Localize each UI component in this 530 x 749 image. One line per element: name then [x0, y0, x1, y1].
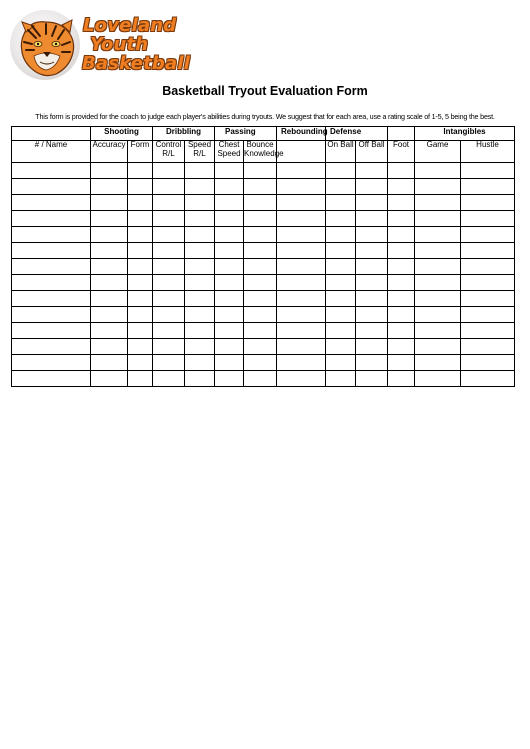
rating-cell[interactable]	[277, 227, 326, 243]
rating-cell[interactable]	[153, 355, 185, 371]
rating-cell[interactable]	[128, 307, 153, 323]
rating-cell[interactable]	[185, 227, 215, 243]
rating-cell[interactable]	[91, 339, 128, 355]
player-row	[12, 291, 515, 307]
category-defense: Defense	[326, 127, 388, 141]
column-on-ball: On Ball	[326, 141, 356, 163]
rating-cell[interactable]	[356, 323, 388, 339]
rating-cell[interactable]	[91, 275, 128, 291]
rating-cell[interactable]	[356, 163, 388, 179]
rating-cell[interactable]	[277, 307, 326, 323]
rating-cell[interactable]	[215, 291, 244, 307]
player-row	[12, 195, 515, 211]
rating-cell[interactable]	[215, 259, 244, 275]
rating-cell[interactable]	[415, 291, 461, 307]
rating-cell[interactable]	[277, 355, 326, 371]
player-rows	[12, 163, 515, 387]
column-game: Game	[415, 141, 461, 163]
rating-cell[interactable]	[153, 211, 185, 227]
rating-cell[interactable]	[153, 339, 185, 355]
player-row	[12, 371, 515, 387]
rating-cell[interactable]	[326, 243, 356, 259]
rating-cell[interactable]	[12, 339, 91, 355]
rating-cell[interactable]	[326, 275, 356, 291]
rating-cell[interactable]	[153, 227, 185, 243]
player-row	[12, 275, 515, 291]
rating-cell[interactable]	[128, 211, 153, 227]
category-blank	[12, 127, 91, 141]
rating-cell[interactable]	[461, 275, 515, 291]
rating-cell[interactable]	[128, 275, 153, 291]
rating-cell[interactable]	[244, 195, 277, 211]
rating-cell[interactable]	[185, 163, 215, 179]
rating-cell[interactable]	[277, 163, 326, 179]
rating-cell[interactable]	[244, 227, 277, 243]
rating-cell[interactable]	[388, 211, 415, 227]
rating-cell[interactable]	[215, 243, 244, 259]
category-defense-spacer	[388, 127, 415, 141]
player-row	[12, 163, 515, 179]
rating-cell[interactable]	[91, 243, 128, 259]
rating-cell[interactable]	[415, 371, 461, 387]
rating-cell[interactable]	[326, 227, 356, 243]
rating-cell[interactable]	[244, 307, 277, 323]
rating-cell[interactable]	[91, 355, 128, 371]
category-intangibles: Intangibles	[415, 127, 515, 141]
column-hustle: Hustle	[461, 141, 515, 163]
rating-cell[interactable]	[244, 323, 277, 339]
rating-cell[interactable]	[277, 323, 326, 339]
rating-cell[interactable]	[12, 259, 91, 275]
rating-cell[interactable]	[461, 291, 515, 307]
logo-text-line-2: Youth	[90, 34, 149, 55]
rating-cell[interactable]	[91, 179, 128, 195]
rating-cell[interactable]	[91, 195, 128, 211]
rating-cell[interactable]	[215, 339, 244, 355]
rating-cell[interactable]	[277, 243, 326, 259]
rating-cell[interactable]	[326, 211, 356, 227]
rating-cell[interactable]	[326, 307, 356, 323]
rating-cell[interactable]	[215, 371, 244, 387]
rating-cell[interactable]	[461, 195, 515, 211]
rating-cell[interactable]	[153, 243, 185, 259]
player-row	[12, 355, 515, 371]
logo-text-line-3: Basketball	[82, 53, 191, 74]
rating-cell[interactable]	[415, 227, 461, 243]
league-logo	[10, 10, 200, 85]
rating-cell[interactable]	[277, 291, 326, 307]
rating-cell[interactable]	[415, 355, 461, 371]
rating-cell[interactable]	[388, 339, 415, 355]
rating-cell[interactable]	[326, 371, 356, 387]
rating-cell[interactable]	[388, 259, 415, 275]
rating-cell[interactable]	[388, 307, 415, 323]
rating-cell[interactable]	[461, 211, 515, 227]
rating-cell[interactable]	[128, 227, 153, 243]
rating-cell[interactable]	[326, 291, 356, 307]
rating-cell[interactable]	[128, 355, 153, 371]
rating-cell[interactable]	[461, 227, 515, 243]
rating-cell[interactable]	[277, 275, 326, 291]
rating-cell[interactable]	[185, 355, 215, 371]
rating-cell[interactable]	[153, 259, 185, 275]
rating-cell[interactable]	[244, 259, 277, 275]
rating-cell[interactable]	[12, 243, 91, 259]
category-shooting: Shooting	[91, 127, 153, 141]
rating-cell[interactable]	[12, 195, 91, 211]
rating-cell[interactable]	[326, 195, 356, 211]
rating-cell[interactable]	[12, 179, 91, 195]
category-dribbling: Dribbling	[153, 127, 215, 141]
rating-cell[interactable]	[388, 179, 415, 195]
rating-cell[interactable]	[91, 227, 128, 243]
column-control: Control R/L	[153, 141, 185, 163]
rating-cell[interactable]	[215, 355, 244, 371]
rating-cell[interactable]	[415, 211, 461, 227]
rating-cell[interactable]	[244, 163, 277, 179]
rating-cell[interactable]	[244, 291, 277, 307]
rating-cell[interactable]	[91, 307, 128, 323]
rating-cell[interactable]	[185, 339, 215, 355]
rating-cell[interactable]	[415, 195, 461, 211]
rating-cell[interactable]	[461, 163, 515, 179]
rating-cell[interactable]	[153, 195, 185, 211]
rating-cell[interactable]	[12, 323, 91, 339]
rating-cell[interactable]	[215, 195, 244, 211]
rating-cell[interactable]	[12, 227, 91, 243]
rating-cell[interactable]	[415, 259, 461, 275]
rating-cell[interactable]	[356, 259, 388, 275]
rating-cell[interactable]	[91, 211, 128, 227]
tiger-head-icon	[12, 12, 82, 82]
rating-cell[interactable]	[153, 307, 185, 323]
rating-cell[interactable]	[388, 163, 415, 179]
rating-cell[interactable]	[326, 259, 356, 275]
rating-cell[interactable]	[388, 243, 415, 259]
rating-cell[interactable]	[91, 323, 128, 339]
form-title: Basketball Tryout Evaluation Form	[162, 84, 368, 98]
rating-cell[interactable]	[153, 291, 185, 307]
player-row	[12, 259, 515, 275]
rating-cell[interactable]	[12, 275, 91, 291]
rating-cell[interactable]	[185, 275, 215, 291]
rating-cell[interactable]	[91, 259, 128, 275]
rating-cell[interactable]	[12, 291, 91, 307]
rating-cell[interactable]	[461, 371, 515, 387]
rating-cell[interactable]	[388, 291, 415, 307]
player-row	[12, 179, 515, 195]
rating-cell[interactable]	[326, 163, 356, 179]
player-row	[12, 339, 515, 355]
rating-cell[interactable]	[461, 179, 515, 195]
rating-cell[interactable]	[12, 355, 91, 371]
rating-cell[interactable]	[356, 179, 388, 195]
rating-cell[interactable]	[388, 227, 415, 243]
rating-cell[interactable]	[461, 259, 515, 275]
rating-cell[interactable]	[277, 179, 326, 195]
rating-cell[interactable]	[185, 371, 215, 387]
rating-cell[interactable]	[153, 323, 185, 339]
rating-cell[interactable]	[356, 195, 388, 211]
rating-cell[interactable]	[128, 179, 153, 195]
rating-cell[interactable]	[326, 339, 356, 355]
rating-cell[interactable]	[356, 227, 388, 243]
rating-cell[interactable]	[244, 339, 277, 355]
rating-cell[interactable]	[461, 339, 515, 355]
rating-cell[interactable]	[244, 243, 277, 259]
rating-cell[interactable]	[12, 163, 91, 179]
rating-cell[interactable]	[461, 323, 515, 339]
rating-cell[interactable]	[415, 323, 461, 339]
rating-cell[interactable]	[215, 275, 244, 291]
rating-cell[interactable]	[153, 163, 185, 179]
rating-cell[interactable]	[388, 195, 415, 211]
rating-cell[interactable]	[388, 355, 415, 371]
rating-cell[interactable]	[244, 211, 277, 227]
rating-cell[interactable]	[244, 275, 277, 291]
rating-cell[interactable]	[185, 307, 215, 323]
rating-cell[interactable]	[356, 243, 388, 259]
column-form: Form	[128, 141, 153, 163]
rating-cell[interactable]	[415, 243, 461, 259]
rating-cell[interactable]	[91, 163, 128, 179]
column-chest: Chest Speed	[215, 141, 244, 163]
rating-cell[interactable]	[415, 339, 461, 355]
player-row	[12, 323, 515, 339]
form-instructions: This form is provided for the coach to judge each player's abilities during tryouts. We suggest that for each area, use a rating scale of 1-5, 5 being the best.	[35, 112, 495, 121]
rating-cell[interactable]	[356, 355, 388, 371]
rating-cell[interactable]	[277, 259, 326, 275]
rating-cell[interactable]	[461, 307, 515, 323]
rating-cell[interactable]	[415, 275, 461, 291]
rating-cell[interactable]	[128, 291, 153, 307]
rating-cell[interactable]	[185, 291, 215, 307]
rating-cell[interactable]	[128, 259, 153, 275]
rating-cell[interactable]	[277, 195, 326, 211]
rating-cell[interactable]	[185, 243, 215, 259]
player-row	[12, 211, 515, 227]
rating-cell[interactable]	[215, 179, 244, 195]
column-bounce: Bounce Knowledge	[244, 141, 277, 163]
rating-cell[interactable]	[128, 243, 153, 259]
rating-cell[interactable]	[388, 323, 415, 339]
rating-cell[interactable]	[415, 307, 461, 323]
evaluation-table	[11, 126, 515, 387]
rating-cell[interactable]	[153, 371, 185, 387]
rating-cell[interactable]	[153, 179, 185, 195]
rating-cell[interactable]	[215, 227, 244, 243]
rating-cell[interactable]	[185, 259, 215, 275]
rating-cell[interactable]	[356, 339, 388, 355]
rating-cell[interactable]	[356, 371, 388, 387]
rating-cell[interactable]	[12, 371, 91, 387]
rating-cell[interactable]	[128, 323, 153, 339]
rating-cell[interactable]	[185, 323, 215, 339]
logo-text-line-1: Loveland	[83, 15, 177, 36]
rating-cell[interactable]	[326, 355, 356, 371]
rating-cell[interactable]	[185, 211, 215, 227]
rating-cell[interactable]	[326, 179, 356, 195]
rating-cell[interactable]	[128, 339, 153, 355]
column-speed: Speed R/L	[185, 141, 215, 163]
rating-cell[interactable]	[215, 211, 244, 227]
rating-cell[interactable]	[277, 371, 326, 387]
column-off-ball: Off Ball	[356, 141, 388, 163]
rating-cell[interactable]	[215, 163, 244, 179]
rating-cell[interactable]	[415, 179, 461, 195]
column-accuracy: Accuracy	[91, 141, 128, 163]
column-name: # / Name	[12, 141, 91, 163]
category-rebounding: Rebounding	[277, 127, 326, 141]
rating-cell[interactable]	[91, 291, 128, 307]
rating-cell[interactable]	[415, 163, 461, 179]
rating-cell[interactable]	[388, 275, 415, 291]
rating-cell[interactable]	[356, 275, 388, 291]
player-row	[12, 227, 515, 243]
rating-cell[interactable]	[215, 323, 244, 339]
rating-cell[interactable]	[128, 195, 153, 211]
column-foot: Foot	[388, 141, 415, 163]
rating-cell[interactable]	[91, 371, 128, 387]
rating-cell[interactable]	[12, 211, 91, 227]
rating-cell[interactable]	[128, 371, 153, 387]
rating-cell[interactable]	[153, 275, 185, 291]
rating-cell[interactable]	[461, 355, 515, 371]
rating-cell[interactable]	[277, 339, 326, 355]
category-passing: Passing	[215, 127, 277, 141]
rating-cell[interactable]	[356, 307, 388, 323]
rating-cell[interactable]	[277, 211, 326, 227]
rating-cell[interactable]	[128, 163, 153, 179]
rating-cell[interactable]	[244, 355, 277, 371]
rating-cell[interactable]	[215, 307, 244, 323]
rating-cell[interactable]	[185, 179, 215, 195]
player-row	[12, 307, 515, 323]
rating-cell[interactable]	[244, 371, 277, 387]
rating-cell[interactable]	[388, 371, 415, 387]
rating-cell[interactable]	[244, 179, 277, 195]
rating-cell[interactable]	[461, 243, 515, 259]
rating-cell[interactable]	[12, 307, 91, 323]
rating-cell[interactable]	[185, 195, 215, 211]
rating-cell[interactable]	[356, 291, 388, 307]
rating-cell[interactable]	[356, 211, 388, 227]
rating-cell[interactable]	[326, 323, 356, 339]
player-row	[12, 243, 515, 259]
